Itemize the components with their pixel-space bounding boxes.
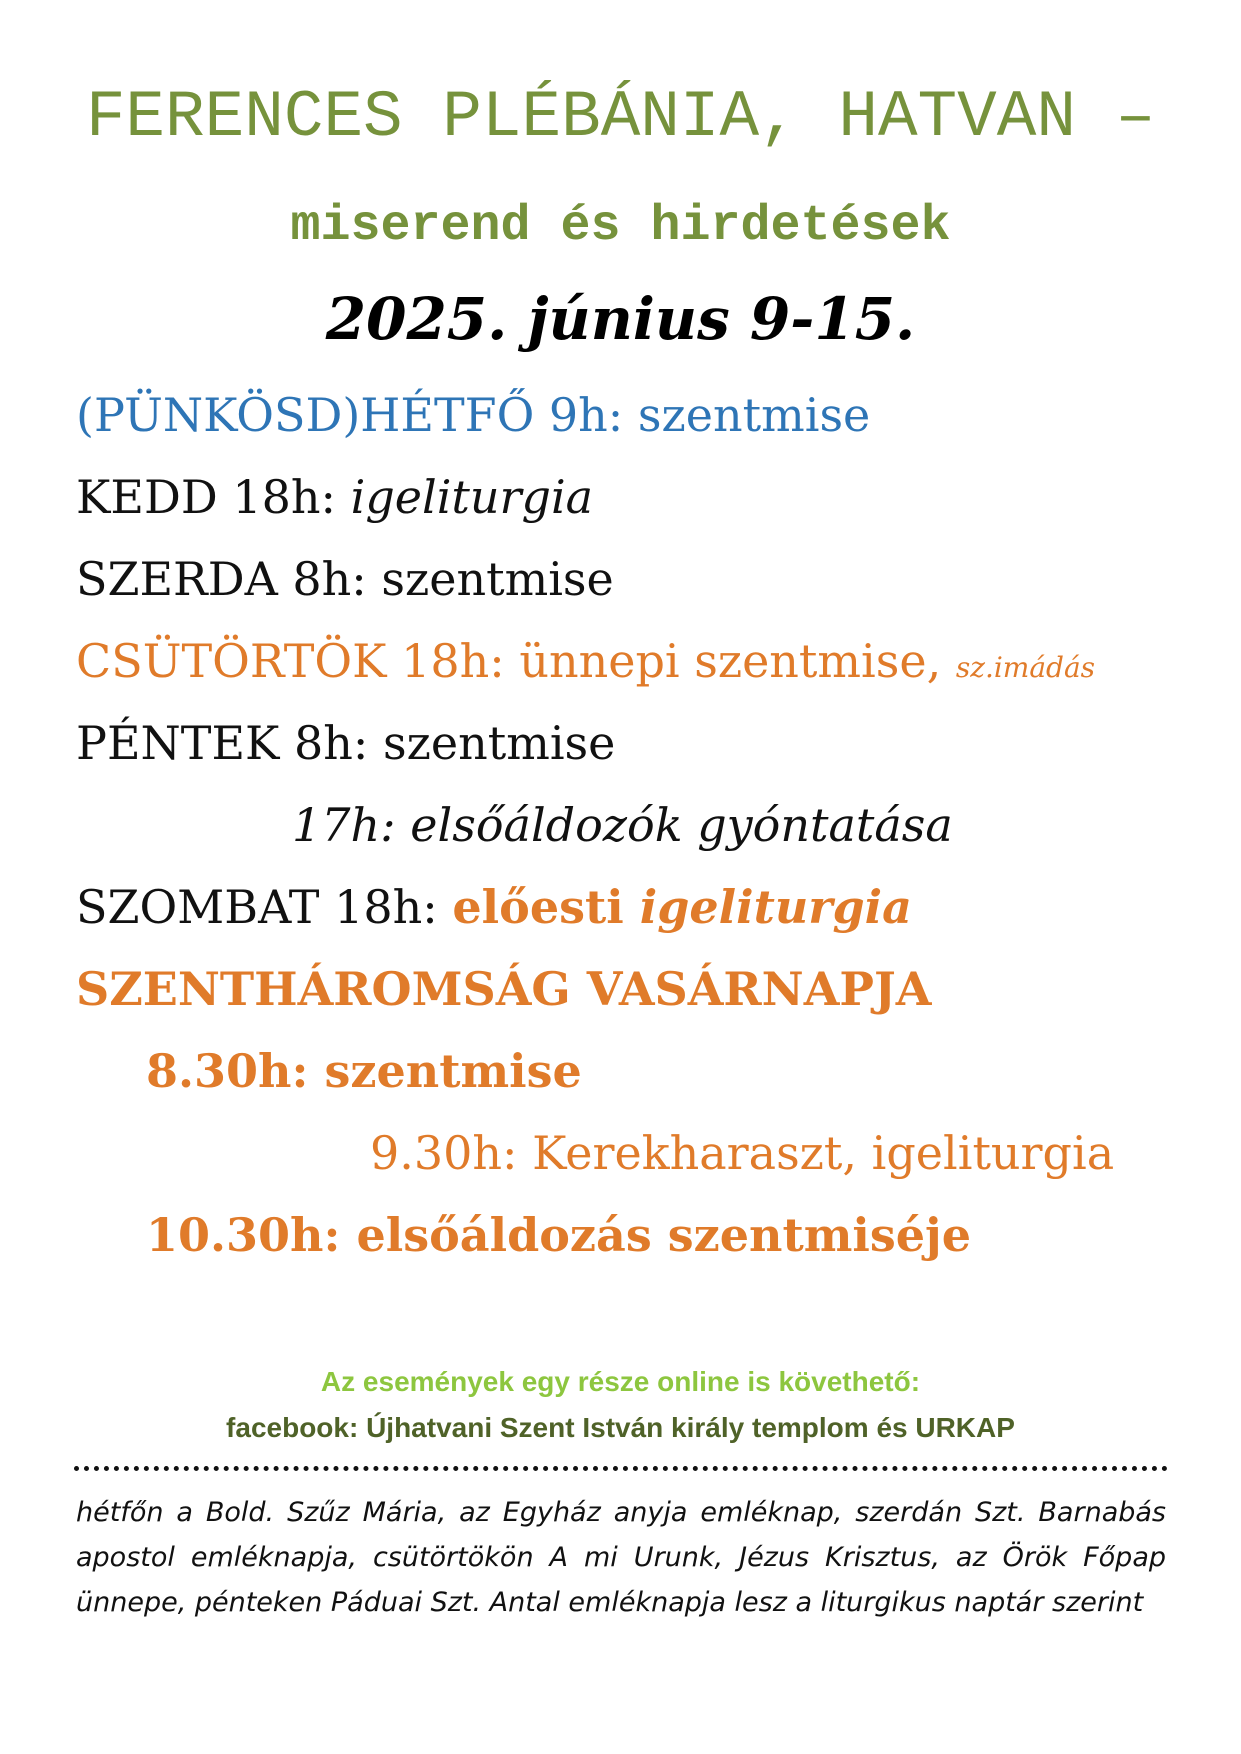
liturgical-notes: hétfőn a Bold. Szűz Mária, az Egyház anyja emléknap, szerdán Szt. Barnabás apostol emléknapja, csütörtökön A mi Urunk, Jézus Krisztus, az Örök Főpap ünnepe, pénteken Páduai Szt. Antal emléknapja lesz a liturgikus naptár szerint xyxy=(76,1497,1166,1618)
page-subtitle: miserend és hirdetések xyxy=(290,198,951,255)
monday-line xyxy=(76,388,871,442)
monday-text: 9h: szentmise xyxy=(534,388,871,442)
monday-day: (PÜNKÖSD)HÉTFŐ xyxy=(76,388,535,442)
tuesday-event: igeliturgia xyxy=(350,470,594,524)
tuesday-day: KEDD 18h: xyxy=(76,470,351,524)
friday-line: PÉNTEK 8h: szentmise xyxy=(76,716,616,770)
wednesday-line: SZERDA 8h: szentmise xyxy=(76,552,614,606)
sunday-mass-3: 10.30h: elsőáldozás szentmiséje xyxy=(146,1208,971,1262)
sunday-mass-1: 8.30h: szentmise xyxy=(146,1044,582,1098)
online-info: Az események egy része online is követhető: xyxy=(320,1366,921,1397)
thursday-extra: sz.imádás xyxy=(955,651,1096,684)
friday-second-line: 17h: elsőáldozók gyóntatása xyxy=(292,798,953,852)
thursday-text: CSÜTÖRTÖK 18h: ünnepi szentmise, xyxy=(76,634,956,688)
page-title: FERENCES PLÉBÁNIA, HATVAN – xyxy=(85,80,1156,155)
facebook-info: facebook: Újhatvani Szent István király templom és URKAP xyxy=(226,1412,1015,1443)
saturday-day: SZOMBAT 18h: xyxy=(76,880,453,934)
saturday-line xyxy=(76,880,912,934)
saturday-event: igeliturgia xyxy=(639,880,912,934)
saturday-prefix: előesti xyxy=(452,880,640,934)
dotted-divider xyxy=(74,1466,1168,1471)
tuesday-line xyxy=(76,470,594,524)
date-range: 2025. június 9-15. xyxy=(325,285,916,353)
sunday-mass-2: 9.30h: Kerekharaszt, igeliturgia xyxy=(370,1126,1115,1180)
sunday-title: SZENTHÁROMSÁG VASÁRNAPJA xyxy=(76,962,932,1016)
thursday-line xyxy=(76,634,1096,688)
